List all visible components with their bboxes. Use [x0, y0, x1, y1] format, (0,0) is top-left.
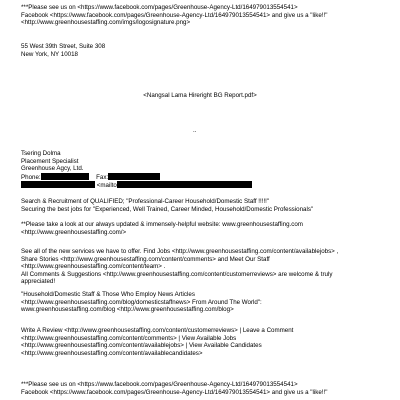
mailto-label: <mailto [96, 182, 117, 190]
footer-line-1: ***Please see us on <https://www.facebook.com/pages/Greenhouse-Agency-Ltd/164979013554541> [21, 381, 298, 388]
redaction-box [21, 181, 95, 188]
website-link[interactable]: <http://www.greenhousestaffing.com/> [21, 228, 127, 236]
address-city: New York, NY 10018 [21, 50, 78, 58]
phone-fax-line [21, 173, 394, 182]
tagline-block [21, 198, 394, 213]
services-line-1: See all of the new services we have to offer. Find Jobs <http://www.greenhousestaffing.com/content/availablejobs> , [21, 248, 339, 255]
services-line-3: <http://www.greenhousestaffing.com/content/team> . [21, 263, 166, 271]
review-line-4: <http://www.greenhousestaffing.com/content/availablecandidates> [21, 349, 203, 357]
phone-label: Phone: [21, 173, 41, 181]
facebook-header [21, 4, 394, 27]
website-note [21, 221, 394, 236]
review-line-3: <http://www.greenhousestaffing.com/content/availablejobs> | View Available Candidates [21, 342, 262, 350]
signature-name: Tsering Dolma [21, 150, 61, 157]
review-line-1: Write A Review <http://www.greenhousestaffing.com/content/customerreviews> | Leave a Comment [21, 327, 294, 334]
blog-line-2: <http://www.greenhousestaffing.com/blog/domesticstaffnews> From Around The World": [21, 298, 262, 306]
header-line-2: Facebook <https://www.facebook.com/pages/Greenhouse-Agency-Ltd/164979013554541> and give us a "like!!" [21, 11, 328, 19]
redaction-box [41, 173, 89, 180]
blog-block [21, 291, 394, 314]
address-street: 55 West 39th Street, Suite 308 [21, 43, 106, 50]
blog-line-1: "Household/Domestic Staff & Those Who Employ News Articles [21, 291, 195, 298]
signature-title: Placement Specialist [21, 157, 79, 165]
services-line-5: appreciated! [21, 278, 56, 286]
signature-company: Greenhouse Agcy, Ltd. [21, 165, 84, 173]
review-block [21, 327, 394, 357]
review-line-2: <http://www.greenhousestaffing.com/content/comments> | View Available Jobs [21, 334, 237, 342]
header-line-3: <http://www.greenhousestaffing.com/imgs/logosignature.png> [21, 19, 191, 27]
signature-block [21, 150, 394, 190]
website-line-1: **Please take a look at our always updated & immensely-helpful website: www.greenhousestaffing.com [21, 221, 303, 228]
header-line-1: ***Please see us on <https://www.facebook.com/pages/Greenhouse-Agency-Ltd/164979013554541> [21, 4, 298, 11]
services-line-4: All Comments & Suggestions <http://www.greenhousestaffing.com/content/customerreviews> are welcome & truly [21, 270, 333, 278]
fax-label: Fax: [96, 173, 109, 181]
attachment-name: <Nangsal Lama Hireright BG Report.pdf> [143, 92, 257, 99]
tagline-line-1: Search & Recruitment of QUALIFIED; "Professional-Career Household/Domestic Staff !!!!!" [21, 198, 270, 205]
blog-line-3: www.greenhousestaffing.com/blog <http://www.greenhousestaffing.com/blog> [21, 306, 234, 314]
tagline-line-2: Securing the best jobs for "Experienced, Well Trained, Career Minded, Household/Domestic Professionals" [21, 205, 314, 213]
redaction-box [117, 181, 252, 188]
email-line [21, 181, 394, 190]
services-line-2: Share Stories <http://www.greenhousestaffing.com/content/comments> and Meet Our Staff [21, 255, 270, 263]
footer-line-2: Facebook <https://www.facebook.com/pages/Greenhouse-Agency-Ltd/164979013554541> and give us a "like!!" [21, 388, 328, 396]
services-block [21, 248, 394, 286]
redaction-box [108, 173, 160, 180]
separator-dots: .. [193, 127, 197, 134]
facebook-footer [21, 381, 394, 396]
address-block [21, 43, 394, 58]
